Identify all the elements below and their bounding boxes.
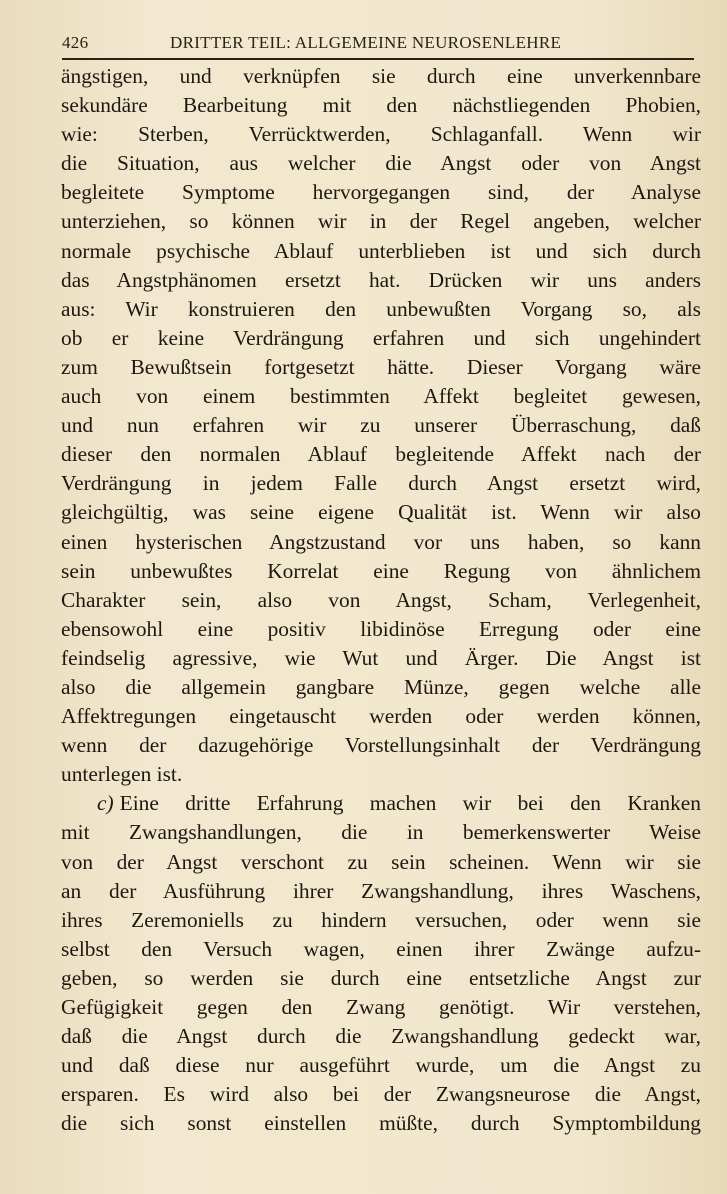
text-line: sekundäre Bearbeitung mit den nächstliegenden Phobien, <box>61 93 701 118</box>
text-line: also die allgemein gangbare Münze, gegen welche alle <box>61 674 701 699</box>
header-rule <box>62 58 694 60</box>
text-line: geben, so werden sie durch eine entsetzliche Angst zur <box>61 965 701 990</box>
text-line: und daß diese nur ausgeführt wurde, um die Angst zu <box>61 1053 701 1078</box>
text-line: die sich sonst einstellen müßte, durch Symptombildung <box>61 1111 701 1136</box>
text-line: zum Bewußtsein fortgesetzt hätte. Dieser Vorgang wäre <box>61 354 701 379</box>
text-line: ob er keine Verdrängung erfahren und sich ungehindert <box>61 325 701 350</box>
text-line: Affektregungen eingetauscht werden oder werden können, <box>61 704 701 729</box>
text-line: Verdrängung in jedem Falle durch Angst ersetzt wird, <box>61 471 701 496</box>
text-line: wie: Sterben, Verrücktwerden, Schlaganfall. Wenn wir <box>61 122 701 147</box>
paragraph-marker: c) <box>97 791 114 816</box>
text-line: selbst den Versuch wagen, einen ihrer Zwänge aufzu- <box>61 936 701 961</box>
text-line: sein unbewußtes Korrelat eine Regung von ähnlichem <box>61 558 701 583</box>
text-line: ihres Zeremoniells zu hindern versuchen, oder wenn sie <box>61 907 701 932</box>
page-header <box>62 33 694 55</box>
paragraph-c-first-line <box>61 789 701 818</box>
text-line: mit Zwangshandlungen, die in bemerkenswerter Weise <box>61 820 701 845</box>
text-line: aus: Wir konstruieren den unbewußten Vorgang so, als <box>61 296 701 321</box>
text-line: von der Angst verschont zu sein scheinen. Wenn wir sie <box>61 849 701 874</box>
text-line: unterziehen, so können wir in der Regel angeben, welcher <box>61 209 701 234</box>
text-line: normale psychische Ablauf unterblieben ist und sich durch <box>61 238 701 263</box>
page-number: 426 <box>62 33 89 52</box>
text-line: begleitete Symptome hervorgegangen sind, der Analyse <box>61 180 701 205</box>
text-line: wenn der dazugehörige Vorstellungsinhalt der Verdrängung <box>61 733 701 758</box>
text-line: ersparen. Es wird also bei der Zwangsneurose die Angst, <box>61 1082 701 1107</box>
text-line: das Angstphänomen ersetzt hat. Drücken wir uns anders <box>61 267 701 292</box>
text-line: daß die Angst durch die Zwangshandlung gedeckt war, <box>61 1024 701 1049</box>
paragraph-c-opening-text: Eine dritte Erfahrung machen wir bei den Kranken <box>119 791 701 816</box>
text-line: dieser den normalen Ablauf begleitende Affekt nach der <box>61 442 701 467</box>
text-line: an der Ausführung ihrer Zwangshandlung, ihres Waschens, <box>61 878 701 903</box>
text-line: die Situation, aus welcher die Angst oder von Angst <box>61 151 701 176</box>
text-line: einen hysterischen Angstzustand vor uns haben, so kann <box>61 529 701 554</box>
text-line: feindselig agressive, wie Wut und Ärger. Die Angst ist <box>61 645 701 670</box>
paragraph-end-line: unterlegen ist. <box>61 762 183 787</box>
text-line: Gefügigkeit gegen den Zwang genötigt. Wir verstehen, <box>61 995 701 1019</box>
text-line: Charakter sein, also von Angst, Scham, Verlegenheit, <box>61 587 701 612</box>
text-line: gleichgültig, was seine eigene Qualität ist. Wenn wir also <box>61 500 701 525</box>
text-line: ebensowohl eine positiv libidinöse Erregung oder eine <box>61 616 701 641</box>
body-text <box>61 62 701 1138</box>
text-line: ängstigen, und verknüpfen sie durch eine unverkennbare <box>61 64 701 88</box>
text-line: und nun erfahren wir zu unserer Überraschung, daß <box>61 413 701 438</box>
text-line: auch von einem bestimmten Affekt begleitet gewesen, <box>61 384 701 409</box>
running-head: DRITTER TEIL: ALLGEMEINE NEUROSENLEHRE <box>170 33 562 52</box>
